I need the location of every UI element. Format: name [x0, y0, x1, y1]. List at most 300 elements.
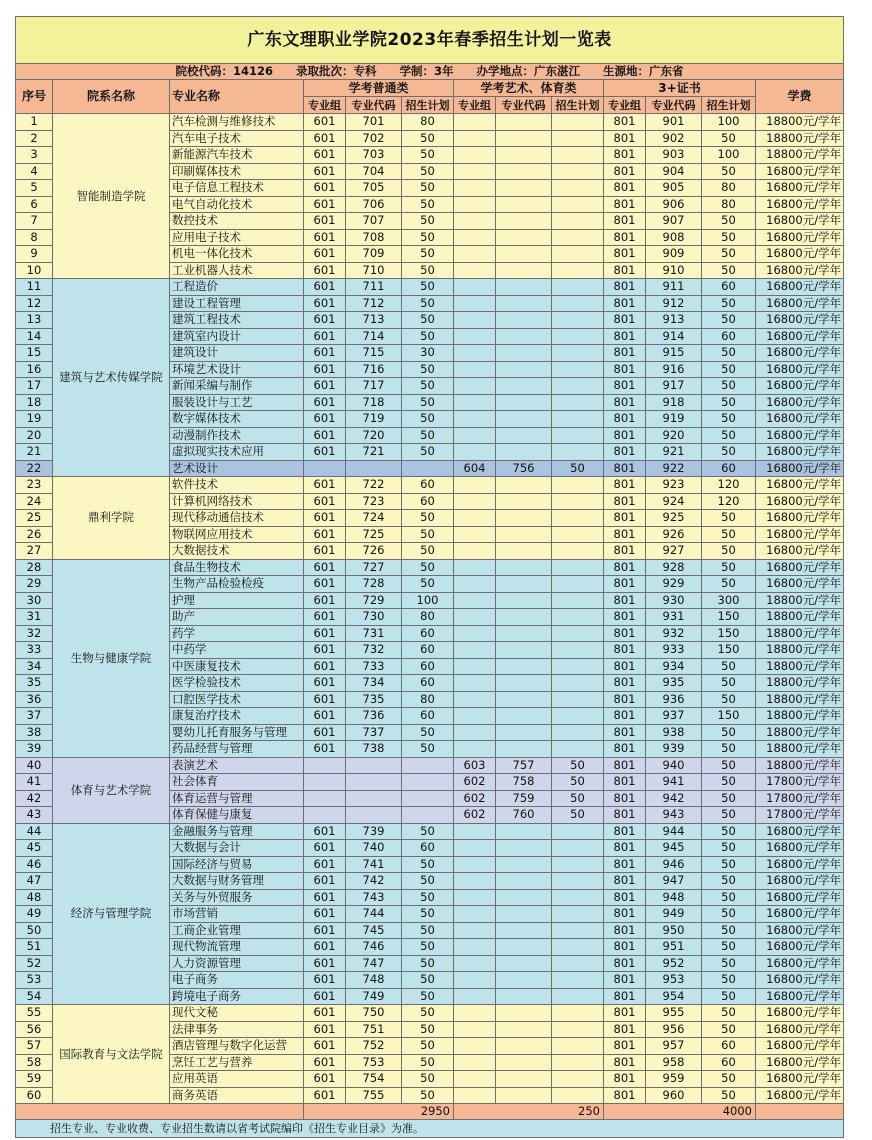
cert-code-cell: 956 — [646, 1021, 702, 1038]
arts-group-cell — [454, 526, 496, 543]
arts-group-cell — [454, 955, 496, 972]
arts-plan-cell — [552, 823, 604, 840]
cert-code-cell: 934 — [646, 658, 702, 675]
cert-plan-cell: 50 — [702, 411, 756, 428]
arts-code-cell — [496, 196, 552, 213]
general-plan-cell: 60 — [402, 642, 454, 659]
dept-cell: 建筑与艺术传媒学院 — [53, 279, 170, 477]
fee-cell: 16800元/学年 — [756, 345, 844, 362]
arts-group-cell — [454, 427, 496, 444]
general-group-cell: 601 — [304, 114, 346, 131]
general-code-cell: 748 — [346, 972, 402, 989]
cert-plan-cell: 150 — [702, 642, 756, 659]
header-cert-code: 专业代码 — [646, 97, 702, 114]
arts-plan-cell — [552, 394, 604, 411]
cert-code-cell: 933 — [646, 642, 702, 659]
cert-group-cell: 801 — [604, 790, 646, 807]
general-group-cell: 601 — [304, 658, 346, 675]
cert-code-cell: 922 — [646, 460, 702, 477]
general-plan-cell — [402, 807, 454, 824]
arts-group-cell — [454, 972, 496, 989]
arts-plan-cell — [552, 609, 604, 626]
arts-code-cell — [496, 1005, 552, 1022]
general-plan-cell: 50 — [402, 394, 454, 411]
major-cell: 社会体育 — [170, 774, 304, 791]
general-group-cell: 601 — [304, 328, 346, 345]
seq-cell: 53 — [16, 972, 53, 989]
arts-plan-cell — [552, 229, 604, 246]
cert-code-cell: 937 — [646, 708, 702, 725]
cert-code-cell: 941 — [646, 774, 702, 791]
general-code-cell: 717 — [346, 378, 402, 395]
cert-code-cell: 905 — [646, 180, 702, 197]
cert-code-cell: 932 — [646, 625, 702, 642]
seq-cell: 60 — [16, 1087, 53, 1104]
general-group-cell: 601 — [304, 856, 346, 873]
cert-code-cell: 958 — [646, 1054, 702, 1071]
general-group-cell: 601 — [304, 180, 346, 197]
cert-plan-cell: 50 — [702, 510, 756, 527]
arts-plan-cell — [552, 889, 604, 906]
arts-plan-cell — [552, 658, 604, 675]
fee-cell: 16800元/学年 — [756, 361, 844, 378]
arts-code-cell — [496, 691, 552, 708]
admission-plan-table — [15, 16, 844, 1138]
totals-spacer — [16, 1104, 304, 1120]
general-plan-cell: 50 — [402, 906, 454, 923]
general-plan-cell: 50 — [402, 444, 454, 461]
arts-group-cell — [454, 675, 496, 692]
fee-cell: 18800元/学年 — [756, 147, 844, 164]
general-code-cell: 745 — [346, 922, 402, 939]
cert-group-cell: 801 — [604, 361, 646, 378]
cert-group-cell: 801 — [604, 922, 646, 939]
arts-plan-cell — [552, 147, 604, 164]
arts-code-cell — [496, 526, 552, 543]
seq-cell: 9 — [16, 246, 53, 263]
arts-group-cell — [454, 856, 496, 873]
fee-cell: 16800元/学年 — [756, 543, 844, 560]
arts-plan-cell: 50 — [552, 790, 604, 807]
major-cell: 助产 — [170, 609, 304, 626]
cert-group-cell: 801 — [604, 543, 646, 560]
general-group-cell: 601 — [304, 840, 346, 857]
dept-cell: 智能制造学院 — [53, 114, 170, 279]
cert-group-cell: 801 — [604, 493, 646, 510]
cert-group-cell: 801 — [604, 378, 646, 395]
cert-group-cell: 801 — [604, 1038, 646, 1055]
arts-code-cell — [496, 889, 552, 906]
fee-cell: 16800元/学年 — [756, 312, 844, 329]
arts-group-cell — [454, 1038, 496, 1055]
general-code-cell: 736 — [346, 708, 402, 725]
cert-plan-cell: 300 — [702, 592, 756, 609]
general-code-cell: 752 — [346, 1038, 402, 1055]
general-plan-cell: 50 — [402, 922, 454, 939]
arts-plan-cell — [552, 856, 604, 873]
fee-cell: 18800元/学年 — [756, 691, 844, 708]
major-cell: 建筑工程技术 — [170, 312, 304, 329]
major-cell: 人力资源管理 — [170, 955, 304, 972]
general-group-cell: 601 — [304, 708, 346, 725]
table-body — [16, 114, 844, 1104]
arts-code-cell — [496, 493, 552, 510]
arts-plan-cell — [552, 246, 604, 263]
seq-cell: 10 — [16, 262, 53, 279]
general-plan-cell: 50 — [402, 279, 454, 296]
general-group-cell: 601 — [304, 576, 346, 593]
arts-plan-cell — [552, 279, 604, 296]
general-plan-cell — [402, 757, 454, 774]
general-group-cell — [304, 460, 346, 477]
total-arts: 250 — [454, 1104, 604, 1120]
arts-plan-cell — [552, 312, 604, 329]
general-group-cell: 601 — [304, 543, 346, 560]
general-code-cell: 727 — [346, 559, 402, 576]
major-cell: 虚拟现实技术应用 — [170, 444, 304, 461]
arts-group-cell — [454, 180, 496, 197]
general-group-cell: 601 — [304, 823, 346, 840]
arts-code-cell — [496, 378, 552, 395]
general-code-cell: 714 — [346, 328, 402, 345]
fee-cell: 16800元/学年 — [756, 972, 844, 989]
general-code-cell: 729 — [346, 592, 402, 609]
arts-plan-cell — [552, 592, 604, 609]
arts-group-cell — [454, 345, 496, 362]
seq-cell: 39 — [16, 741, 53, 758]
cert-group-cell: 801 — [604, 972, 646, 989]
seq-cell: 31 — [16, 609, 53, 626]
cert-group-cell: 801 — [604, 939, 646, 956]
seq-cell: 27 — [16, 543, 53, 560]
seq-cell: 33 — [16, 642, 53, 659]
table-row — [16, 1005, 844, 1022]
arts-group-cell — [454, 840, 496, 857]
general-group-cell: 601 — [304, 196, 346, 213]
cert-code-cell: 920 — [646, 427, 702, 444]
cert-group-cell: 801 — [604, 444, 646, 461]
general-code-cell: 738 — [346, 741, 402, 758]
cert-group-cell: 801 — [604, 1005, 646, 1022]
major-cell: 大数据技术 — [170, 543, 304, 560]
header-arts: 学考艺术、体育类 — [454, 80, 604, 97]
general-code-cell: 737 — [346, 724, 402, 741]
cert-code-cell: 953 — [646, 972, 702, 989]
general-group-cell — [304, 807, 346, 824]
general-plan-cell: 100 — [402, 592, 454, 609]
arts-code-cell — [496, 246, 552, 263]
fee-cell: 18800元/学年 — [756, 609, 844, 626]
seq-cell: 20 — [16, 427, 53, 444]
seq-cell: 12 — [16, 295, 53, 312]
cert-group-cell: 801 — [604, 840, 646, 857]
arts-group-cell — [454, 394, 496, 411]
seq-cell: 3 — [16, 147, 53, 164]
major-cell: 电子商务 — [170, 972, 304, 989]
major-cell: 新闻采编与制作 — [170, 378, 304, 395]
cert-plan-cell: 50 — [702, 345, 756, 362]
arts-group-cell — [454, 114, 496, 131]
seq-cell: 14 — [16, 328, 53, 345]
cert-plan-cell: 50 — [702, 757, 756, 774]
cert-plan-cell: 50 — [702, 724, 756, 741]
cert-code-cell: 924 — [646, 493, 702, 510]
major-cell: 表演艺术 — [170, 757, 304, 774]
cert-code-cell: 957 — [646, 1038, 702, 1055]
cert-group-cell: 801 — [604, 592, 646, 609]
cert-group-cell: 801 — [604, 312, 646, 329]
general-plan-cell: 50 — [402, 163, 454, 180]
general-plan-cell: 60 — [402, 675, 454, 692]
arts-group-cell — [454, 229, 496, 246]
general-code-cell: 733 — [346, 658, 402, 675]
general-code-cell: 722 — [346, 477, 402, 494]
seq-cell: 26 — [16, 526, 53, 543]
arts-plan-cell: 50 — [552, 460, 604, 477]
arts-group-cell — [454, 246, 496, 263]
cert-plan-cell: 50 — [702, 1021, 756, 1038]
arts-code-cell — [496, 724, 552, 741]
arts-code-cell — [496, 262, 552, 279]
seq-cell: 45 — [16, 840, 53, 857]
general-plan-cell: 50 — [402, 246, 454, 263]
arts-plan-cell — [552, 114, 604, 131]
arts-group-cell — [454, 1021, 496, 1038]
cert-code-cell: 938 — [646, 724, 702, 741]
general-plan-cell: 60 — [402, 625, 454, 642]
fee-cell: 16800元/学年 — [756, 526, 844, 543]
totals-row — [16, 1104, 844, 1120]
cert-group-cell: 801 — [604, 279, 646, 296]
major-cell: 环境艺术设计 — [170, 361, 304, 378]
seq-cell: 11 — [16, 279, 53, 296]
arts-code-cell — [496, 856, 552, 873]
cert-plan-cell: 50 — [702, 262, 756, 279]
arts-plan-cell — [552, 972, 604, 989]
general-group-cell: 601 — [304, 213, 346, 230]
seq-cell: 58 — [16, 1054, 53, 1071]
seq-cell: 25 — [16, 510, 53, 527]
arts-code-cell — [496, 328, 552, 345]
arts-plan-cell — [552, 180, 604, 197]
cert-group-cell: 801 — [604, 213, 646, 230]
fee-cell: 16800元/学年 — [756, 559, 844, 576]
cert-group-cell: 801 — [604, 147, 646, 164]
cert-group-cell: 801 — [604, 460, 646, 477]
major-cell: 工业机器人技术 — [170, 262, 304, 279]
general-group-cell — [304, 757, 346, 774]
arts-code-cell — [496, 609, 552, 626]
arts-group-cell — [454, 312, 496, 329]
general-plan-cell: 50 — [402, 1054, 454, 1071]
fee-cell: 16800元/学年 — [756, 1005, 844, 1022]
general-code-cell: 749 — [346, 988, 402, 1005]
seq-cell: 43 — [16, 807, 53, 824]
arts-plan-cell — [552, 1005, 604, 1022]
cert-group-cell: 801 — [604, 658, 646, 675]
cert-code-cell: 949 — [646, 906, 702, 923]
general-group-cell: 601 — [304, 394, 346, 411]
header-cert-plan: 招生计划 — [702, 97, 756, 114]
fee-cell: 16800元/学年 — [756, 229, 844, 246]
general-plan-cell — [402, 790, 454, 807]
general-code-cell: 723 — [346, 493, 402, 510]
fee-cell: 18800元/学年 — [756, 741, 844, 758]
fee-cell: 16800元/学年 — [756, 262, 844, 279]
arts-plan-cell — [552, 477, 604, 494]
cert-plan-cell: 60 — [702, 1054, 756, 1071]
general-code-cell: 718 — [346, 394, 402, 411]
table-row — [16, 823, 844, 840]
major-cell: 体育运营与管理 — [170, 790, 304, 807]
seq-cell: 52 — [16, 955, 53, 972]
header-general: 学考普通类 — [304, 80, 454, 97]
arts-group-cell — [454, 691, 496, 708]
arts-code-cell — [496, 394, 552, 411]
cert-plan-cell: 100 — [702, 147, 756, 164]
cert-plan-cell: 50 — [702, 840, 756, 857]
cert-code-cell: 918 — [646, 394, 702, 411]
header-general-plan: 招生计划 — [402, 97, 454, 114]
arts-group-cell — [454, 510, 496, 527]
fee-cell: 16800元/学年 — [756, 889, 844, 906]
dept-cell: 经济与管理学院 — [53, 823, 170, 1005]
arts-plan-cell — [552, 988, 604, 1005]
arts-plan-cell — [552, 559, 604, 576]
arts-code-cell — [496, 972, 552, 989]
seq-cell: 13 — [16, 312, 53, 329]
general-code-cell: 712 — [346, 295, 402, 312]
cert-group-cell: 801 — [604, 625, 646, 642]
cert-plan-cell: 50 — [702, 906, 756, 923]
general-group-cell: 601 — [304, 279, 346, 296]
cert-group-cell: 801 — [604, 394, 646, 411]
cert-group-cell: 801 — [604, 328, 646, 345]
arts-group-cell — [454, 196, 496, 213]
cert-code-cell: 913 — [646, 312, 702, 329]
major-cell: 大数据与财务管理 — [170, 873, 304, 890]
arts-group-cell — [454, 411, 496, 428]
general-group-cell: 601 — [304, 130, 346, 147]
fee-cell: 18800元/学年 — [756, 592, 844, 609]
arts-group-cell — [454, 295, 496, 312]
arts-group-cell — [454, 906, 496, 923]
seq-cell: 23 — [16, 477, 53, 494]
cert-group-cell: 801 — [604, 708, 646, 725]
table-row — [16, 477, 844, 494]
major-cell: 医学检验技术 — [170, 675, 304, 692]
arts-code-cell — [496, 411, 552, 428]
major-cell: 护理 — [170, 592, 304, 609]
arts-code-cell — [496, 295, 552, 312]
seq-cell: 7 — [16, 213, 53, 230]
general-plan-cell: 50 — [402, 1087, 454, 1104]
arts-plan-cell — [552, 1021, 604, 1038]
cert-code-cell: 950 — [646, 922, 702, 939]
cert-code-cell: 908 — [646, 229, 702, 246]
seq-cell: 18 — [16, 394, 53, 411]
arts-plan-cell — [552, 213, 604, 230]
cert-group-cell: 801 — [604, 229, 646, 246]
general-code-cell: 711 — [346, 279, 402, 296]
arts-plan-cell — [552, 1087, 604, 1104]
fee-cell: 16800元/学年 — [756, 394, 844, 411]
arts-plan-cell — [552, 724, 604, 741]
arts-code-cell — [496, 559, 552, 576]
arts-code-cell — [496, 361, 552, 378]
seq-cell: 44 — [16, 823, 53, 840]
arts-group-cell — [454, 543, 496, 560]
general-code-cell: 726 — [346, 543, 402, 560]
major-cell: 应用电子技术 — [170, 229, 304, 246]
general-code-cell: 728 — [346, 576, 402, 593]
cert-group-cell: 801 — [604, 180, 646, 197]
arts-plan-cell: 50 — [552, 774, 604, 791]
cert-group-cell: 801 — [604, 526, 646, 543]
general-plan-cell: 60 — [402, 708, 454, 725]
arts-group-cell — [454, 889, 496, 906]
seq-cell: 6 — [16, 196, 53, 213]
major-cell: 中医康复技术 — [170, 658, 304, 675]
general-plan-cell: 60 — [402, 477, 454, 494]
general-code-cell: 732 — [346, 642, 402, 659]
major-cell: 建筑室内设计 — [170, 328, 304, 345]
cert-code-cell: 927 — [646, 543, 702, 560]
cert-code-cell: 916 — [646, 361, 702, 378]
fee-cell: 16800元/学年 — [756, 1071, 844, 1088]
cert-plan-cell: 50 — [702, 394, 756, 411]
cert-code-cell: 939 — [646, 741, 702, 758]
cert-plan-cell: 50 — [702, 823, 756, 840]
cert-plan-cell: 50 — [702, 807, 756, 824]
general-plan-cell: 50 — [402, 741, 454, 758]
cert-group-cell: 801 — [604, 427, 646, 444]
seq-cell: 35 — [16, 675, 53, 692]
arts-plan-cell — [552, 130, 604, 147]
general-group-cell: 601 — [304, 559, 346, 576]
arts-code-cell — [496, 444, 552, 461]
major-cell: 婴幼儿托育服务与管理 — [170, 724, 304, 741]
arts-plan-cell — [552, 576, 604, 593]
general-code-cell: 708 — [346, 229, 402, 246]
general-plan-cell: 50 — [402, 262, 454, 279]
arts-group-cell — [454, 922, 496, 939]
seq-cell: 37 — [16, 708, 53, 725]
cert-plan-cell: 100 — [702, 114, 756, 131]
cert-group-cell: 801 — [604, 873, 646, 890]
fee-cell: 16800元/学年 — [756, 246, 844, 263]
arts-code-cell — [496, 840, 552, 857]
cert-plan-cell: 50 — [702, 1087, 756, 1104]
cert-code-cell: 911 — [646, 279, 702, 296]
fee-cell: 17800元/学年 — [756, 807, 844, 824]
general-group-cell: 601 — [304, 147, 346, 164]
table-row — [16, 114, 844, 131]
seq-cell: 19 — [16, 411, 53, 428]
major-cell: 大数据与会计 — [170, 840, 304, 857]
cert-group-cell: 801 — [604, 675, 646, 692]
general-code-cell: 706 — [346, 196, 402, 213]
table-row — [16, 757, 844, 774]
general-group-cell: 601 — [304, 609, 346, 626]
fee-cell: 18800元/学年 — [756, 114, 844, 131]
major-cell: 体育保健与康复 — [170, 807, 304, 824]
general-plan-cell: 80 — [402, 609, 454, 626]
footnote: 招生专业、专业收费、专业招生数请以省考试院编印《招生专业目录》为准。 — [16, 1120, 844, 1138]
general-plan-cell: 50 — [402, 1005, 454, 1022]
seq-cell: 50 — [16, 922, 53, 939]
cert-code-cell: 929 — [646, 576, 702, 593]
